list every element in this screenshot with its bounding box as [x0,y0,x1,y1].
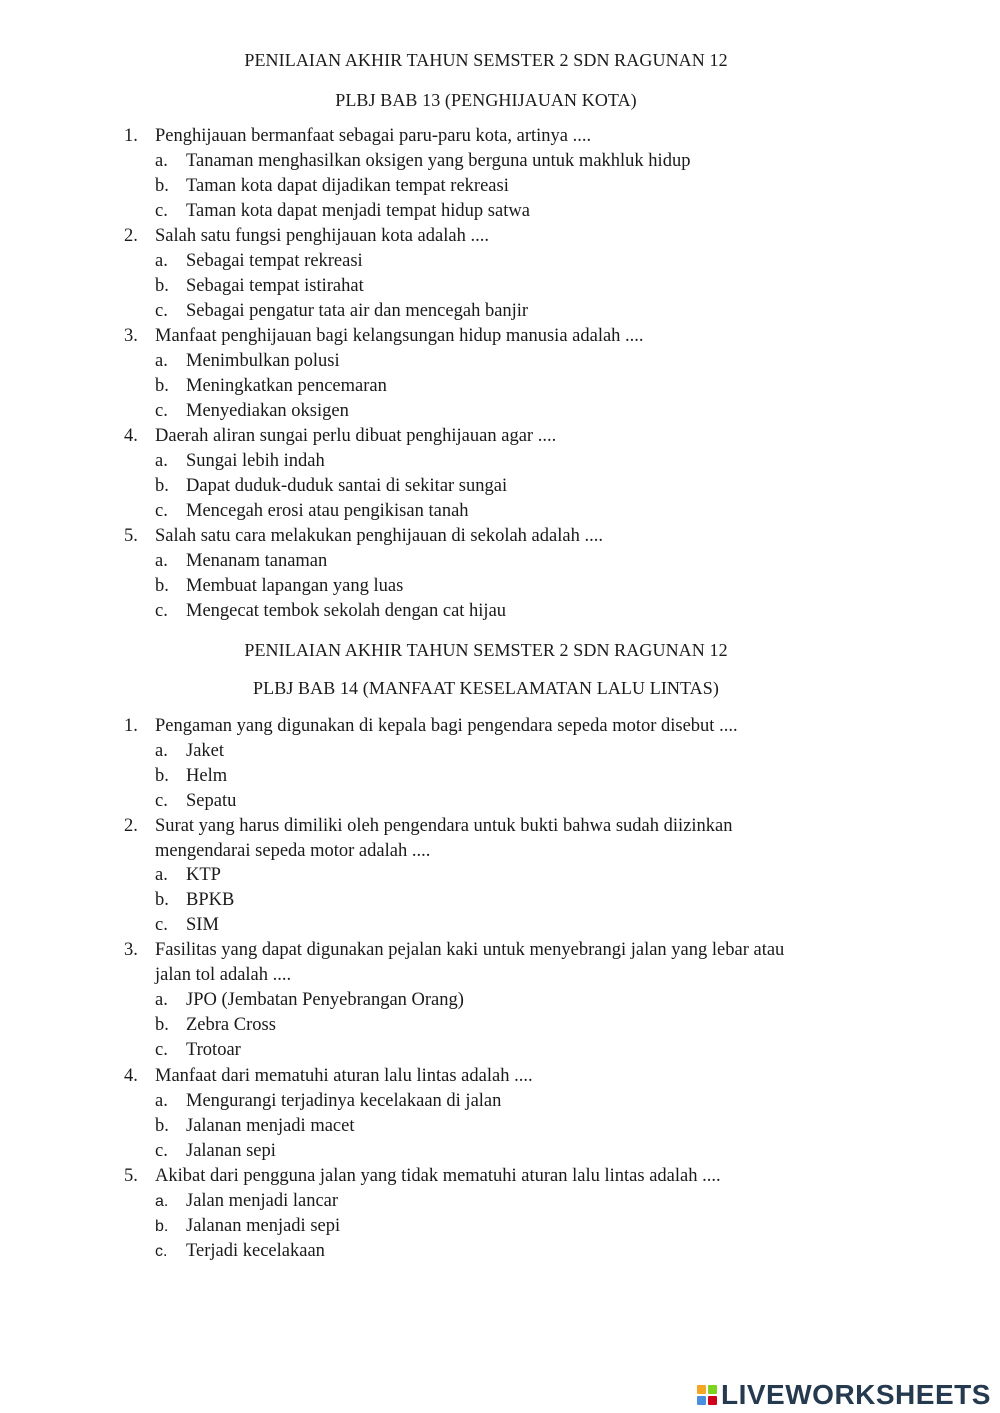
option-letter: c. [155,1243,168,1260]
question-text-line-2: mengendarai sepeda motor adalah .... [155,841,431,861]
option-letter: a. [155,551,168,571]
option-letter: a. [155,865,168,885]
option-text: Zebra Cross [186,1015,276,1035]
option-text: Sungai lebih indah [186,451,325,471]
option-text: Jalanan sepi [186,1141,276,1161]
option-letter: c. [155,601,168,621]
option-text: Taman kota dapat menjadi tempat hidup satwa [186,201,530,221]
option-text: Jalanan menjadi sepi [186,1216,341,1236]
option-letter: b. [155,1218,169,1235]
question-number: 4. [124,1066,138,1086]
option-letter: b. [155,576,169,596]
option-letter: b. [155,1116,169,1136]
liveworksheets-logo-icon [697,1385,717,1405]
question-number: 2. [124,226,138,246]
option-text: Terjadi kecelakaan [186,1241,325,1261]
option-text: Sebagai pengatur tata air dan mencegah banjir [186,301,529,321]
option-letter: a. [155,251,168,271]
logo-square [697,1396,706,1405]
option-text: Sebagai tempat rekreasi [186,251,363,271]
option-letter: a. [155,990,168,1010]
section14-subtitle: PLBJ BAB 14 (MANFAAT KESELAMATAN LALU LINTAS) [253,678,719,698]
question-number: 1. [124,126,138,146]
option-text: Dapat duduk-duduk santai di sekitar sungai [186,476,508,496]
option-letter: c. [155,1141,168,1161]
section13-subtitle: PLBJ BAB 13 (PENGHIJAUAN KOTA) [335,90,637,110]
logo-square [708,1385,717,1394]
option-text: Menyediakan oksigen [186,401,349,421]
option-text: Jalanan menjadi macet [186,1116,355,1136]
logo-square [697,1385,706,1394]
option-letter: b. [155,276,169,296]
option-letter: c. [155,501,168,521]
question-number: 3. [124,326,138,346]
question-text: Daerah aliran sungai perlu dibuat penghijauan agar .... [155,426,557,446]
option-text: Menanam tanaman [186,551,328,571]
option-text: Helm [186,766,228,786]
option-letter: b. [155,176,169,196]
option-letter: a. [155,451,168,471]
option-letter: a. [155,1091,168,1111]
option-text: BPKB [186,890,235,910]
logo-square [708,1396,717,1405]
option-letter: a. [155,1193,169,1210]
option-text: SIM [186,915,219,935]
option-letter: b. [155,376,169,396]
option-letter: b. [155,476,169,496]
option-text: Jalan menjadi lancar [186,1191,339,1211]
option-text: Trotoar [186,1040,241,1060]
question-text: Pengaman yang digunakan di kepala bagi pengendara sepeda motor disebut .... [155,716,738,736]
option-text: Taman kota dapat dijadikan tempat rekreasi [186,176,509,196]
option-letter: c. [155,201,168,221]
option-text: Mengurangi terjadinya kecelakaan di jalan [186,1091,502,1111]
question-text-line-2: jalan tol adalah .... [155,965,292,985]
option-letter: c. [155,401,168,421]
question-number: 1. [124,716,138,736]
option-letter: a. [155,741,168,761]
option-letter: b. [155,1015,169,1035]
question-number: 5. [124,1166,138,1186]
question-number: 4. [124,426,138,446]
option-letter: c. [155,915,168,935]
question-number: 5. [124,526,138,546]
option-text: Jaket [186,741,225,761]
question-text: Manfaat dari mematuhi aturan lalu lintas adalah .... [155,1066,533,1086]
question-text-line-1: Surat yang harus dimiliki oleh pengendara untuk bukti bahwa sudah diizinkan [155,816,733,836]
option-text: Membuat lapangan yang luas [186,576,404,596]
option-text: JPO (Jembatan Penyebrangan Orang) [186,990,464,1010]
option-letter: c. [155,301,168,321]
option-text: Sebagai tempat istirahat [186,276,364,296]
question-number: 3. [124,940,138,960]
question-text: Salah satu fungsi penghijauan kota adalah .... [155,226,489,246]
question-text: Manfaat penghijauan bagi kelangsungan hidup manusia adalah .... [155,326,644,346]
section13-title: PENILAIAN AKHIR TAHUN SEMSTER 2 SDN RAGUNAN 12 [244,50,728,70]
option-letter: c. [155,791,168,811]
option-text: Mencegah erosi atau pengikisan tanah [186,501,469,521]
option-text: Sepatu [186,791,237,811]
option-text: Tanaman menghasilkan oksigen yang berguna untuk makhluk hidup [186,151,691,171]
section14-title: PENILAIAN AKHIR TAHUN SEMSTER 2 SDN RAGUNAN 12 [244,640,728,660]
option-letter: b. [155,766,169,786]
question-text: Penghijauan bermanfaat sebagai paru-paru kota, artinya .... [155,126,592,146]
question-text-line-1: Fasilitas yang dapat digunakan pejalan kaki untuk menyebrangi jalan yang lebar atau [155,940,785,960]
option-text: Meningkatkan pencemaran [186,376,387,396]
option-letter: c. [155,1040,168,1060]
option-letter: a. [155,351,168,371]
logo-text: LIVEWORKSHEETS [721,1379,991,1410]
question-text: Salah satu cara melakukan penghijauan di sekolah adalah .... [155,526,603,546]
liveworksheets-logo[interactable] [697,1380,991,1410]
option-letter: b. [155,890,169,910]
option-text: Menimbulkan polusi [186,351,340,371]
question-text: Akibat dari pengguna jalan yang tidak mematuhi aturan lalu lintas adalah .... [155,1166,721,1186]
question-number: 2. [124,816,138,836]
option-text: KTP [186,865,221,885]
option-text: Mengecat tembok sekolah dengan cat hijau [186,601,507,621]
option-letter: a. [155,151,168,171]
